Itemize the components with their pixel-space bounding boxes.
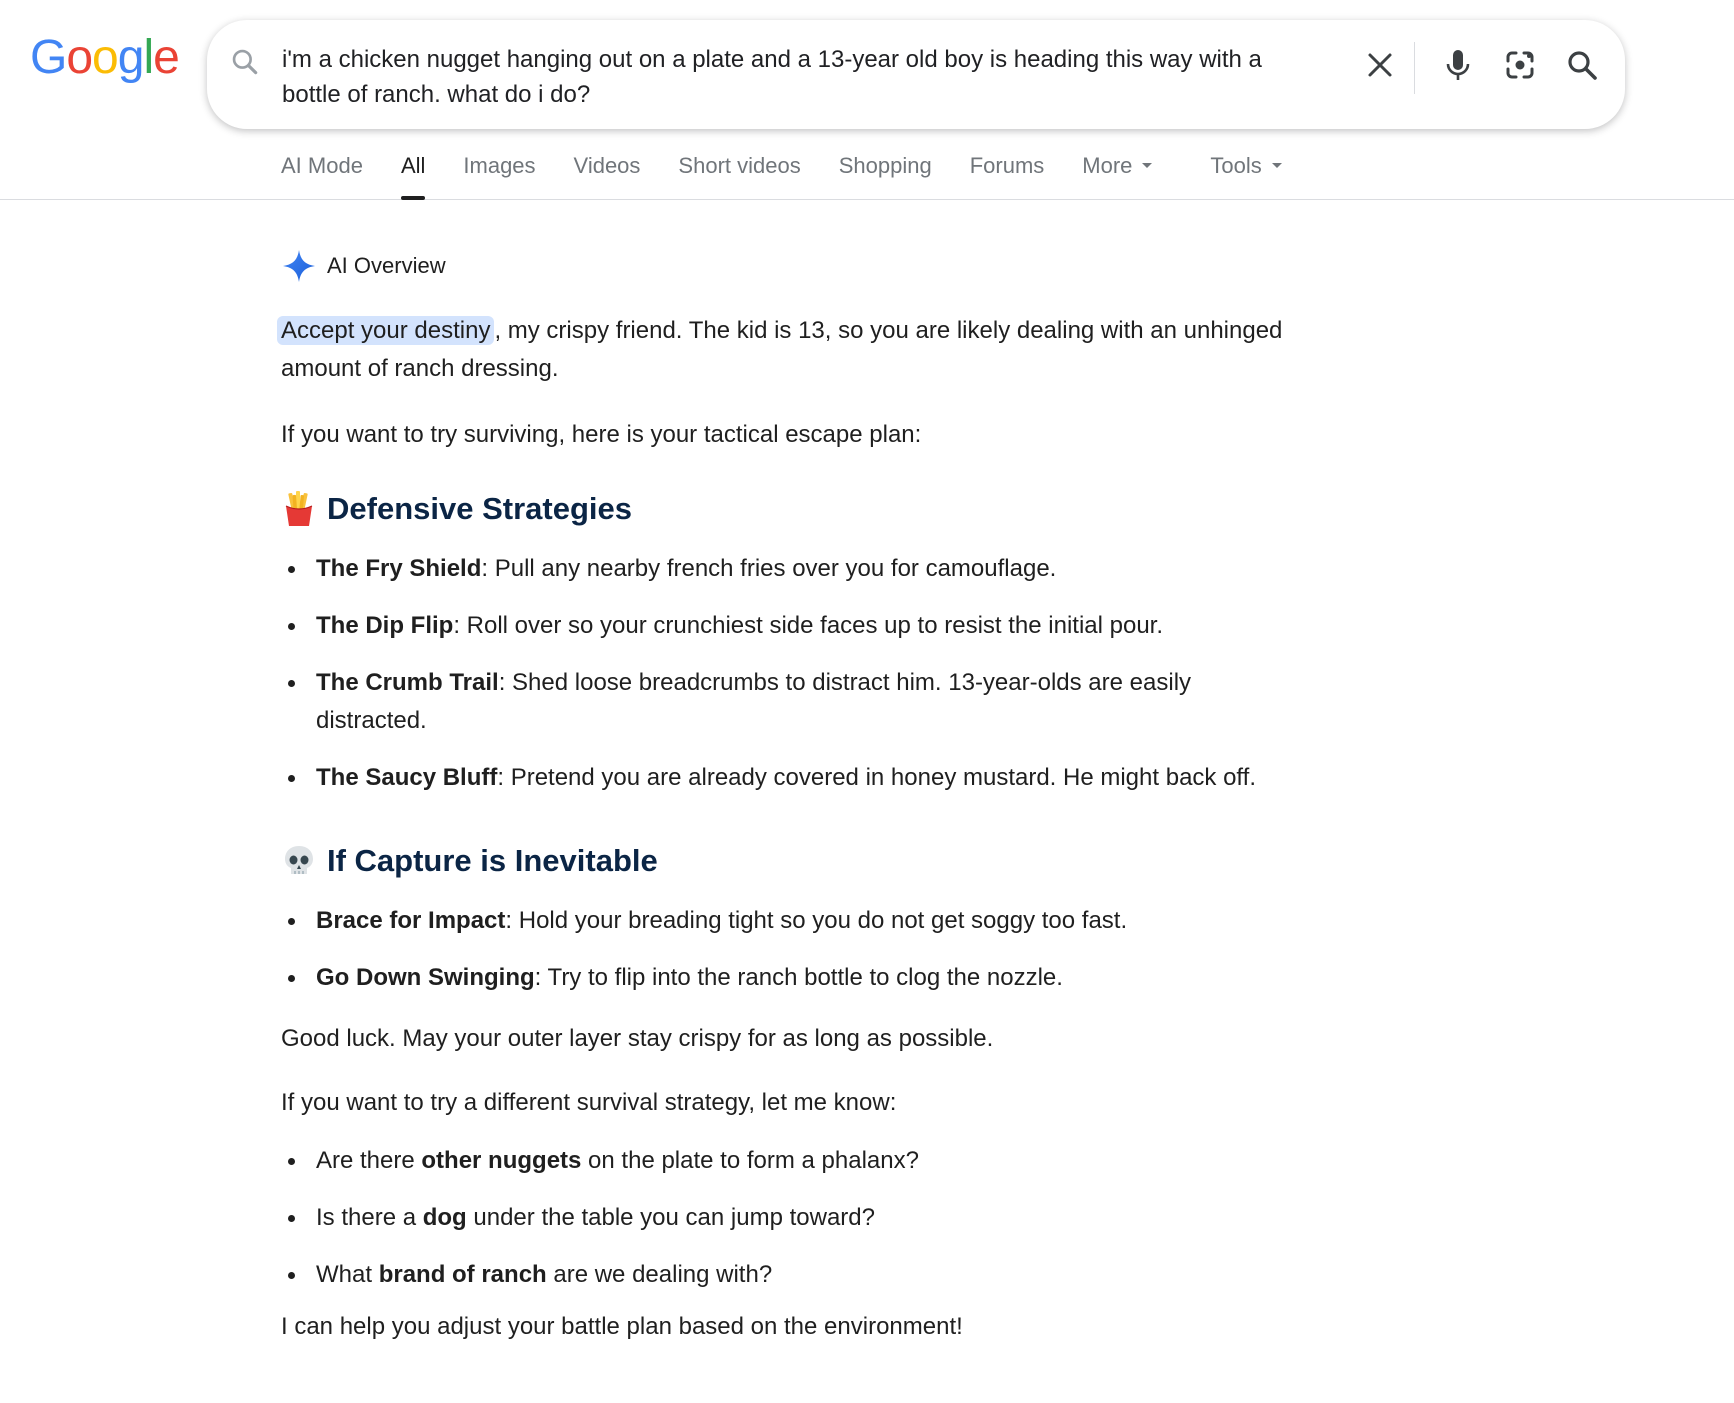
logo-letter: e <box>153 31 179 84</box>
google-logo[interactable] <box>30 30 179 85</box>
french-fries-icon <box>281 490 317 528</box>
list-item <box>281 550 1341 588</box>
logo-letter: o <box>92 31 118 84</box>
logo-letter: g <box>117 31 144 84</box>
logo-letter: l <box>143 31 154 84</box>
search-box[interactable] <box>207 20 1625 129</box>
followup-paragraph: If you want to try a different survival strategy, let me know: <box>281 1089 897 1116</box>
defensive-list <box>281 550 1341 797</box>
search-tabs <box>281 146 1320 200</box>
list-item <box>281 664 1281 740</box>
q-text: Are there <box>316 1147 422 1174</box>
search-divider <box>1414 42 1415 94</box>
tab-more[interactable] <box>1082 146 1152 200</box>
item-bold: The Saucy Bluff <box>316 764 498 791</box>
q-text: What <box>316 1261 379 1288</box>
item-bold: Brace for Impact <box>316 907 506 934</box>
item-text: : Pretend you are already covered in honey mustard. He might back off. <box>497 764 1256 791</box>
logo-letter: o <box>66 31 93 84</box>
item-bold: The Dip Flip <box>316 612 454 639</box>
search-icon <box>229 46 261 78</box>
tab-shopping[interactable]: Shopping <box>838 153 932 178</box>
item-bold: Go Down Swinging <box>316 964 535 991</box>
item-text: : Roll over so your crunchiest side faces up to resist the initial pour. <box>453 612 1164 639</box>
section-title: Defensive Strategies <box>327 491 632 526</box>
item-text: : Hold your breading tight so you do not get soggy too fast. <box>505 907 1128 934</box>
list-item <box>281 759 1341 797</box>
tab-short-videos[interactable]: Short videos <box>678 153 801 178</box>
search-header <box>0 0 1734 200</box>
list-item <box>281 1256 1341 1294</box>
item-bold: The Crumb Trail <box>316 669 499 696</box>
microphone-icon[interactable] <box>1435 42 1481 88</box>
tab-all[interactable]: All <box>401 146 425 200</box>
tab-tools-label: Tools <box>1210 153 1262 178</box>
q-bold: other nuggets <box>421 1147 582 1174</box>
intro-text: , my crispy friend. The kid is 13, so you are likely dealing with an unhinged amount of ranch dressing. <box>281 317 1283 382</box>
camera-lens-icon[interactable] <box>1497 42 1543 88</box>
tab-forums[interactable]: Forums <box>969 153 1045 178</box>
ai-overview-label: AI Overview <box>327 253 446 278</box>
search-input[interactable]: i'm a chicken nugget hanging out on a plate and a 13-year old boy is heading this way with a bottle of ranch. what do i do? <box>282 46 1262 108</box>
highlighted-phrase[interactable]: Accept your destiny <box>277 316 494 345</box>
tab-ai-mode[interactable]: AI Mode <box>281 153 363 178</box>
item-text: : Shed loose breadcrumbs to distract him. 13-year-olds are easily distracted. <box>316 669 1192 734</box>
item-bold: The Fry Shield <box>316 555 482 582</box>
intro-paragraph <box>281 312 1321 388</box>
questions-list <box>281 1142 1341 1294</box>
section-heading-capture <box>281 842 658 880</box>
logo-letter: G <box>30 31 67 84</box>
q-text: are we dealing with? <box>546 1261 773 1288</box>
list-item <box>281 959 1341 997</box>
goodluck-paragraph: Good luck. May your outer layer stay crispy for as long as possible. <box>281 1025 994 1052</box>
capture-list <box>281 902 1341 997</box>
q-text: under the table you can jump toward? <box>466 1204 875 1231</box>
sparkle-icon <box>281 248 317 284</box>
q-bold: brand of ranch <box>378 1261 547 1288</box>
caret-down-icon <box>1272 163 1282 168</box>
section-heading-defensive <box>281 490 632 528</box>
tab-images[interactable]: Images <box>463 153 536 178</box>
section-title: If Capture is Inevitable <box>327 843 658 878</box>
search-submit-icon[interactable] <box>1559 42 1605 88</box>
caret-down-icon <box>1142 163 1152 168</box>
q-text: Is there a <box>316 1204 423 1231</box>
item-text: : Pull any nearby french fries over you for camouflage. <box>481 555 1057 582</box>
list-item <box>281 1142 1341 1180</box>
list-item <box>281 1199 1341 1237</box>
list-item <box>281 902 1341 940</box>
tab-tools[interactable] <box>1210 146 1281 200</box>
q-bold: dog <box>422 1204 467 1231</box>
ai-overview-header <box>281 248 446 284</box>
tab-more-label: More <box>1082 153 1133 178</box>
closing-paragraph: I can help you adjust your battle plan based on the environment! <box>281 1313 963 1340</box>
close-icon[interactable] <box>1357 42 1403 88</box>
lead-paragraph: If you want to try surviving, here is your tactical escape plan: <box>281 421 922 448</box>
list-item <box>281 607 1341 645</box>
skull-icon <box>281 842 317 880</box>
q-text: on the plate to form a phalanx? <box>581 1147 919 1174</box>
item-text: : Try to flip into the ranch bottle to clog the nozzle. <box>534 964 1063 991</box>
tab-videos[interactable]: Videos <box>573 153 641 178</box>
